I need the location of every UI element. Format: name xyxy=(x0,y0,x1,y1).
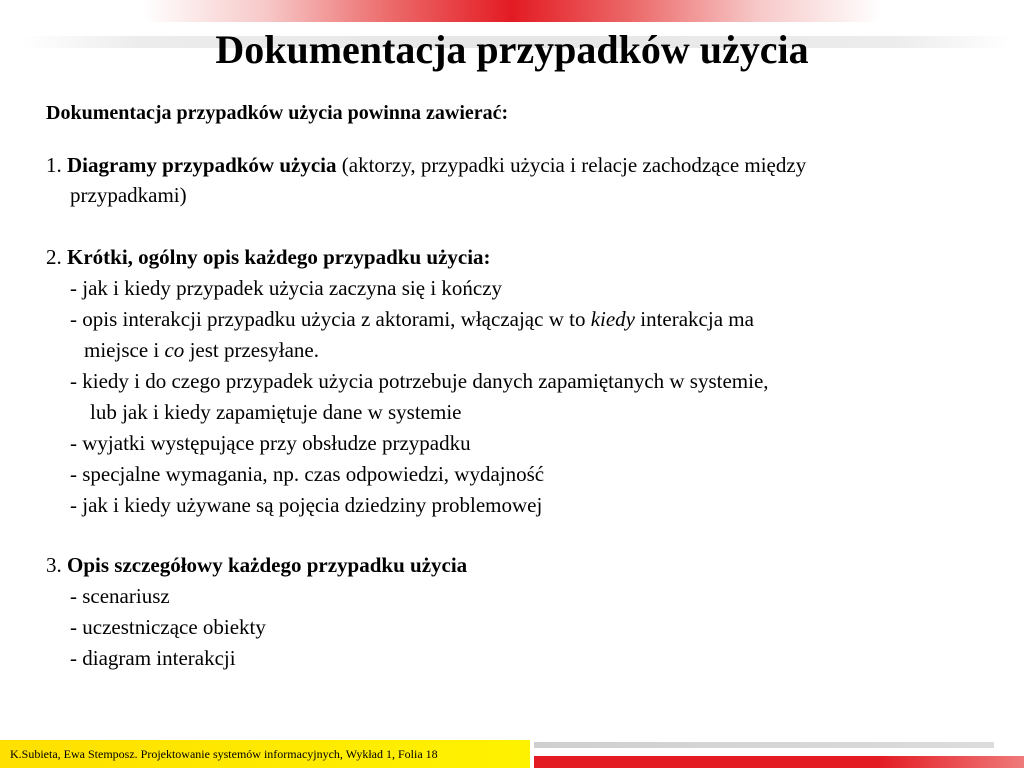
item-3-number: 3. xyxy=(46,553,62,577)
top-decorative-band xyxy=(0,0,1024,22)
slide-title: Dokumentacja przypadków użycia xyxy=(215,27,809,72)
item-3 xyxy=(46,550,467,580)
item-2-bullet-3-continuation: lub jak i kiedy zapamiętuje dane w systemie xyxy=(90,400,462,424)
item-2-bullet-2 xyxy=(70,304,754,334)
intro-text: Dokumentacja przypadków użycia powinna zawierać: xyxy=(46,102,509,124)
item-3-bullet-3: - diagram interakcji xyxy=(70,646,236,670)
item-1-text: (aktorzy, przypadki użycia i relacje zachodzące między xyxy=(336,153,807,177)
item-2-bullet-2-continuation xyxy=(84,335,319,365)
footer-credit: K.Subieta, Ewa Stemposz. Projektowanie systemów informacyjnych, Wykład 1, Folia 18 xyxy=(0,740,530,768)
item-1-continuation: przypadkami) xyxy=(70,183,187,207)
item-1 xyxy=(46,150,806,180)
item-2-bullet-6: - jak i kiedy używane są pojęcia dziedziny problemowej xyxy=(70,493,543,517)
item-2-number: 2. xyxy=(46,245,62,269)
item-3-heading: Opis szczegółowy każdego przypadku użycia xyxy=(67,553,468,577)
item-2-bullet-2-text-c: miejsce i xyxy=(84,338,165,362)
footer-grey-band xyxy=(534,742,994,748)
item-2-bullet-2-co: co xyxy=(164,338,185,362)
item-2-bullet-2-text-d: jest przesyłane. xyxy=(184,338,320,362)
item-2-bullet-2-text-a: - opis interakcji przypadku użycia z aktorami, włączając w to xyxy=(70,307,591,331)
item-3-bullet-2: - uczestniczące obiekty xyxy=(70,615,266,639)
item-2 xyxy=(46,242,491,272)
footer-red-band xyxy=(534,756,1024,768)
item-3-bullet-1: - scenariusz xyxy=(70,584,170,608)
item-2-bullet-1: - jak i kiedy przypadek użycia zaczyna się i kończy xyxy=(70,276,503,300)
item-2-bullet-4: - wyjatki występujące przy obsłudze przypadku xyxy=(70,431,471,455)
item-2-bullet-3: - kiedy i do czego przypadek użycia potrzebuje danych zapamiętanych w systemie, xyxy=(70,369,769,393)
item-2-heading: Krótki, ogólny opis każdego przypadku użycia: xyxy=(67,245,491,269)
item-1-number: 1. xyxy=(46,153,62,177)
item-2-bullet-2-kiedy: kiedy xyxy=(590,307,635,331)
item-1-heading: Diagramy przypadków użycia xyxy=(67,153,337,177)
item-2-bullet-5: - specjalne wymagania, np. czas odpowiedzi, wydajność xyxy=(70,462,545,486)
item-2-bullet-2-text-b: interakcja ma xyxy=(635,307,754,331)
